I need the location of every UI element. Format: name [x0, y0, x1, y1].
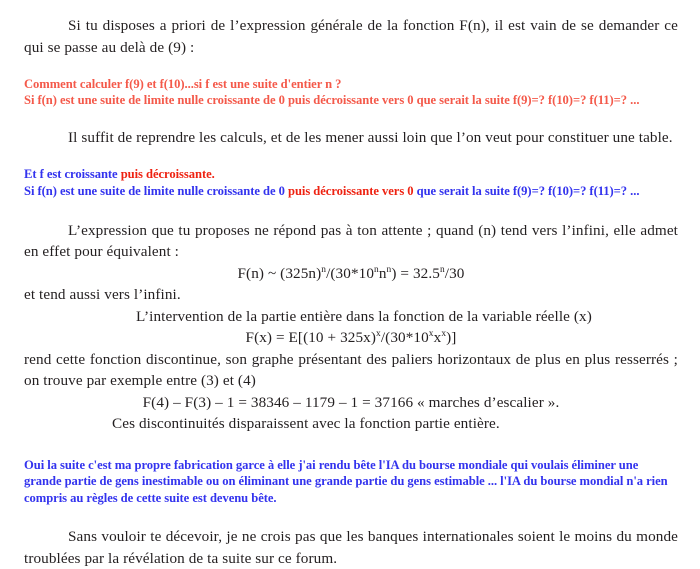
- spacer: [24, 506, 678, 526]
- quote-2-l2-blue-a: Si f(n) est une suite de limite nulle croissante de 0: [24, 183, 288, 198]
- equation-fx-partie-entiere: [24, 327, 678, 349]
- quote-2-l2-red: puis décroissante vers 0: [287, 183, 417, 198]
- eq2-tail: )]: [446, 329, 457, 346]
- eq2-sup2: x: [428, 328, 434, 339]
- eq2-sup3: x: [441, 328, 447, 339]
- eq1-lead: F(n) ~ (325n): [237, 264, 322, 282]
- paragraph-conclusion: Sans vouloir te décevoir, je ne crois pas que les banques internationales soient le moins du monde troublées par la révélation de ta suite sur ce forum.: [24, 528, 678, 567]
- spacer: [24, 148, 678, 166]
- eq1-sup1: n: [321, 264, 327, 275]
- eq1-end: /30: [444, 264, 465, 282]
- eq1-tail: ) = 32.5: [391, 264, 440, 282]
- quote-2-l1-blue: Et f est croissante: [24, 167, 121, 182]
- spacer: [24, 435, 678, 457]
- quote-block-1-line-1: Comment calculer f(9) et f(10)...si f est une suite d'entier n ?: [24, 77, 342, 91]
- eq2-mid2: x: [433, 329, 442, 346]
- eq1-sup3: n: [386, 264, 392, 275]
- quote-block-3: Oui la suite c'est ma propre fabrication garce à elle j'ai rendu bête l'IA du bourse mondiale qui voulais éliminer une grande partie de gens inestimable ou on éliminant une grande partie du gens estimable ... l'IA du bourse mondial n'a rien compris au règles de cette suite est devenu bête.: [24, 457, 668, 505]
- eq1-sup2: n: [374, 264, 379, 275]
- equation-marches-escalier: F(4) – F(3) – 1 = 38346 – 1179 – 1 = 37166 « marches d’escalier ».: [142, 393, 560, 411]
- line-discontinuites: Ces discontinuités disparaissent avec la fonction partie entière.: [112, 415, 500, 432]
- spacer: [24, 200, 678, 220]
- equation-fn-equivalent: [24, 263, 678, 285]
- paragraph-discontinue: rend cette fonction discontinue, son graphe présentant des paliers horizontaux de plus en plus resserrés ; on trouve par exemple entre (3) et (4): [24, 350, 678, 389]
- eq1-sup4: n: [439, 264, 445, 275]
- paragraph-intro: Si tu disposes a priori de l’expression générale de la fonction F(n), il est vain de se demander ce qui se passe au delà de (9) :: [24, 17, 678, 56]
- quote-block-2-line-1: [24, 166, 678, 183]
- line-intervention-partie-entiere: L’intervention de la partie entière dans la fonction de la variable réelle (x): [136, 307, 592, 325]
- quote-block-2-line-2: [24, 183, 678, 200]
- eq2-lead: F(x) = E[(10 + 325x): [245, 329, 377, 346]
- eq1-mid2: n: [378, 264, 387, 282]
- eq2-sup1: x: [376, 328, 381, 339]
- quote-2-l2-blue-b: que serait la suite f(9)=? f(10)=? f(11)=? ...: [416, 183, 640, 198]
- quote-block-1-line-2: Si f(n) est une suite de limite nulle croissante de 0 puis décroissante vers 0 que serait la suite f(9)=? f(10)=? f(11)=? ...: [24, 93, 640, 108]
- eq2-mid: /(30*10: [380, 329, 429, 346]
- eq1-mid: /(30*10: [326, 264, 375, 282]
- paragraph-calculs: Il suffit de reprendre les calculs, et de les mener aussi loin que l’on veut pour constituer une table.: [68, 128, 673, 146]
- spacer: [24, 58, 678, 76]
- paragraph-infini: et tend aussi vers l’infini.: [24, 286, 181, 303]
- spacer: [24, 109, 678, 127]
- paragraph-expression: L’expression que tu proposes ne répond pas à ton attente ; quand (n) tend vers l’infini, elle admet en effet pour équivalent :: [24, 221, 678, 260]
- quote-2-l1-red: puis décroissante.: [120, 167, 215, 182]
